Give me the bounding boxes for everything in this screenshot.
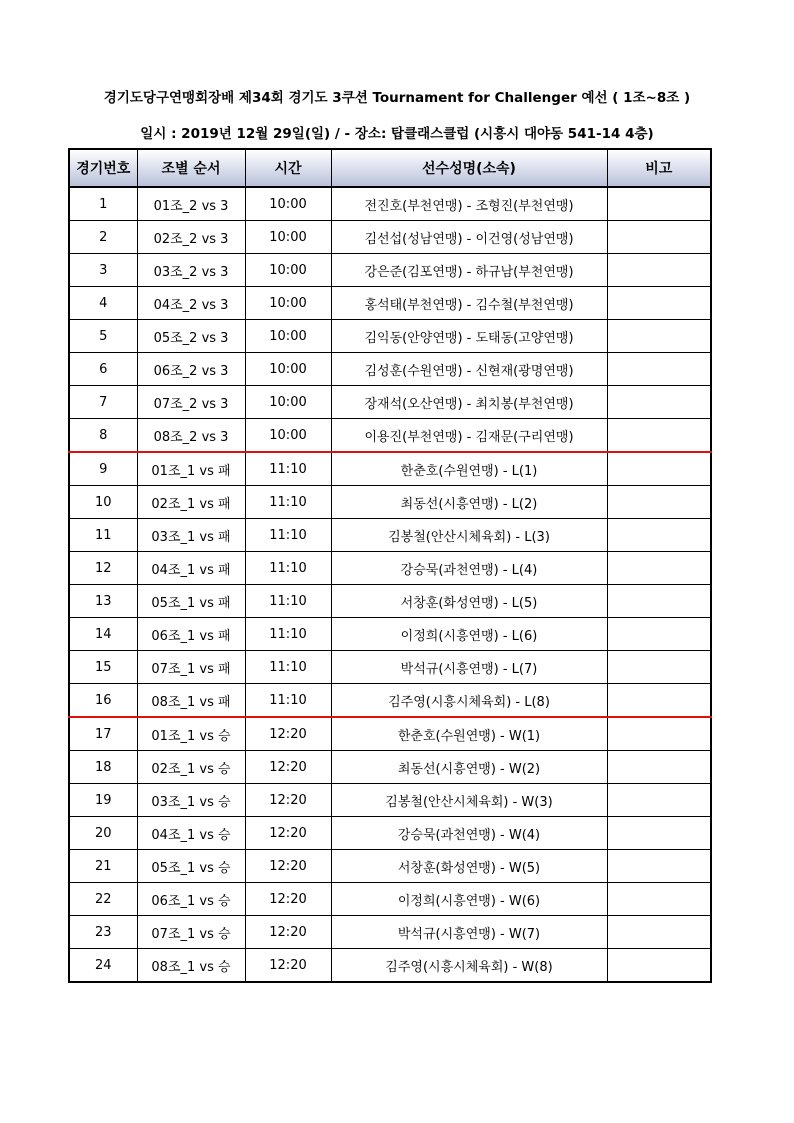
cell-group-order: 02조_1 vs 승 bbox=[137, 751, 245, 784]
cell-time: 12:20 bbox=[245, 850, 331, 883]
cell-time: 10:00 bbox=[245, 353, 331, 386]
cell-time: 11:10 bbox=[245, 452, 331, 486]
cell-match-number: 2 bbox=[69, 221, 137, 254]
table-row bbox=[69, 419, 711, 453]
cell-match-number: 20 bbox=[69, 817, 137, 850]
cell-note bbox=[607, 717, 711, 751]
cell-players: 김주영(시흥시체육회) - L(8) bbox=[331, 684, 607, 718]
table-row bbox=[69, 287, 711, 320]
column-header-players: 선수성명(소속) bbox=[331, 149, 607, 187]
cell-time: 10:00 bbox=[245, 320, 331, 353]
cell-group-order: 05조_2 vs 3 bbox=[137, 320, 245, 353]
cell-time: 12:20 bbox=[245, 949, 331, 983]
table-row bbox=[69, 221, 711, 254]
cell-group-order: 08조_1 vs 패 bbox=[137, 684, 245, 718]
cell-note bbox=[607, 287, 711, 320]
cell-group-order: 05조_1 vs 패 bbox=[137, 585, 245, 618]
cell-players: 박석규(시흥연맹) - L(7) bbox=[331, 651, 607, 684]
cell-note bbox=[607, 419, 711, 453]
cell-time: 10:00 bbox=[245, 187, 331, 221]
cell-note bbox=[607, 486, 711, 519]
cell-time: 10:00 bbox=[245, 221, 331, 254]
table-row bbox=[69, 585, 711, 618]
cell-time: 10:00 bbox=[245, 386, 331, 419]
cell-match-number: 7 bbox=[69, 386, 137, 419]
table-row bbox=[69, 386, 711, 419]
cell-match-number: 4 bbox=[69, 287, 137, 320]
cell-note bbox=[607, 751, 711, 784]
cell-note bbox=[607, 817, 711, 850]
cell-note bbox=[607, 585, 711, 618]
cell-group-order: 01조_2 vs 3 bbox=[137, 187, 245, 221]
cell-time: 11:10 bbox=[245, 552, 331, 585]
cell-match-number: 12 bbox=[69, 552, 137, 585]
cell-players: 김주영(시흥시체육회) - W(8) bbox=[331, 949, 607, 983]
cell-match-number: 10 bbox=[69, 486, 137, 519]
cell-note bbox=[607, 916, 711, 949]
cell-match-number: 23 bbox=[69, 916, 137, 949]
cell-time: 12:20 bbox=[245, 751, 331, 784]
cell-group-order: 04조_1 vs 승 bbox=[137, 817, 245, 850]
table-row bbox=[69, 751, 711, 784]
cell-players: 최동선(시흥연맹) - W(2) bbox=[331, 751, 607, 784]
cell-players: 최동선(시흥연맹) - L(2) bbox=[331, 486, 607, 519]
cell-match-number: 11 bbox=[69, 519, 137, 552]
cell-match-number: 5 bbox=[69, 320, 137, 353]
cell-players: 김봉철(안산시체육회) - L(3) bbox=[331, 519, 607, 552]
table-row bbox=[69, 717, 711, 751]
cell-note bbox=[607, 254, 711, 287]
table-row bbox=[69, 817, 711, 850]
table-row bbox=[69, 883, 711, 916]
column-header-note: 비고 bbox=[607, 149, 711, 187]
cell-match-number: 16 bbox=[69, 684, 137, 718]
cell-players: 김익동(안양연맹) - 도태동(고양연맹) bbox=[331, 320, 607, 353]
cell-match-number: 13 bbox=[69, 585, 137, 618]
cell-note bbox=[607, 221, 711, 254]
cell-group-order: 07조_1 vs 승 bbox=[137, 916, 245, 949]
cell-time: 12:20 bbox=[245, 916, 331, 949]
cell-time: 12:20 bbox=[245, 784, 331, 817]
cell-players: 이정희(시흥연맹) - L(6) bbox=[331, 618, 607, 651]
cell-time: 11:10 bbox=[245, 684, 331, 718]
table-row bbox=[69, 618, 711, 651]
cell-match-number: 24 bbox=[69, 949, 137, 983]
cell-match-number: 3 bbox=[69, 254, 137, 287]
cell-match-number: 22 bbox=[69, 883, 137, 916]
table-row bbox=[69, 519, 711, 552]
cell-group-order: 08조_1 vs 승 bbox=[137, 949, 245, 983]
column-header-group-order: 조별 순서 bbox=[137, 149, 245, 187]
cell-players: 김성훈(수원연맹) - 신현재(광명연맹) bbox=[331, 353, 607, 386]
cell-note bbox=[607, 784, 711, 817]
cell-note bbox=[607, 187, 711, 221]
table-row bbox=[69, 684, 711, 718]
cell-note bbox=[607, 684, 711, 718]
table-row bbox=[69, 353, 711, 386]
cell-group-order: 06조_1 vs 패 bbox=[137, 618, 245, 651]
cell-time: 12:20 bbox=[245, 883, 331, 916]
cell-players: 강은준(김포연맹) - 하규남(부천연맹) bbox=[331, 254, 607, 287]
cell-time: 11:10 bbox=[245, 651, 331, 684]
cell-note bbox=[607, 618, 711, 651]
header-row bbox=[69, 149, 711, 187]
cell-players: 서창훈(화성연맹) - L(5) bbox=[331, 585, 607, 618]
cell-note bbox=[607, 850, 711, 883]
cell-note bbox=[607, 386, 711, 419]
cell-match-number: 9 bbox=[69, 452, 137, 486]
cell-players: 홍석태(부천연맹) - 김수철(부천연맹) bbox=[331, 287, 607, 320]
cell-players: 강승묵(과천연맹) - L(4) bbox=[331, 552, 607, 585]
cell-players: 박석규(시흥연맹) - W(7) bbox=[331, 916, 607, 949]
cell-time: 10:00 bbox=[245, 287, 331, 320]
cell-note bbox=[607, 320, 711, 353]
cell-match-number: 19 bbox=[69, 784, 137, 817]
cell-match-number: 21 bbox=[69, 850, 137, 883]
cell-players: 강승묵(과천연맹) - W(4) bbox=[331, 817, 607, 850]
cell-group-order: 02조_2 vs 3 bbox=[137, 221, 245, 254]
cell-note bbox=[607, 519, 711, 552]
cell-group-order: 05조_1 vs 승 bbox=[137, 850, 245, 883]
document-title: 경기도당구연맹회장배 제34회 경기도 3쿠션 Tournament for Challenger 예선 ( 1조~8조 ) bbox=[103, 90, 691, 106]
cell-players: 서창훈(화성연맹) - W(5) bbox=[331, 850, 607, 883]
table-row bbox=[69, 949, 711, 983]
cell-players: 전진호(부천연맹) - 조형진(부천연맹) bbox=[331, 187, 607, 221]
table-row bbox=[69, 452, 711, 486]
cell-group-order: 04조_2 vs 3 bbox=[137, 287, 245, 320]
cell-group-order: 02조_1 vs 패 bbox=[137, 486, 245, 519]
table-row bbox=[69, 320, 711, 353]
cell-note bbox=[607, 883, 711, 916]
table-row bbox=[69, 254, 711, 287]
table-row bbox=[69, 850, 711, 883]
cell-players: 이용진(부천연맹) - 김재문(구리연맹) bbox=[331, 419, 607, 453]
cell-players: 장재석(오산연맹) - 최치봉(부천연맹) bbox=[331, 386, 607, 419]
table-body bbox=[69, 187, 711, 982]
cell-players: 한춘호(수원연맹) - L(1) bbox=[331, 452, 607, 486]
cell-match-number: 1 bbox=[69, 187, 137, 221]
cell-group-order: 06조_1 vs 승 bbox=[137, 883, 245, 916]
cell-time: 12:20 bbox=[245, 717, 331, 751]
cell-players: 한춘호(수원연맹) - W(1) bbox=[331, 717, 607, 751]
cell-group-order: 03조_1 vs 승 bbox=[137, 784, 245, 817]
cell-note bbox=[607, 651, 711, 684]
cell-time: 11:10 bbox=[245, 585, 331, 618]
cell-match-number: 14 bbox=[69, 618, 137, 651]
table-row bbox=[69, 651, 711, 684]
cell-time: 11:10 bbox=[245, 519, 331, 552]
table-row bbox=[69, 552, 711, 585]
cell-group-order: 07조_2 vs 3 bbox=[137, 386, 245, 419]
table-header bbox=[69, 149, 711, 187]
cell-match-number: 15 bbox=[69, 651, 137, 684]
cell-note bbox=[607, 949, 711, 983]
cell-time: 10:00 bbox=[245, 419, 331, 453]
cell-group-order: 08조_2 vs 3 bbox=[137, 419, 245, 453]
cell-group-order: 03조_1 vs 패 bbox=[137, 519, 245, 552]
cell-players: 이정희(시흥연맹) - W(6) bbox=[331, 883, 607, 916]
table-row bbox=[69, 486, 711, 519]
cell-group-order: 01조_1 vs 승 bbox=[137, 717, 245, 751]
column-header-match-number: 경기번호 bbox=[69, 149, 137, 187]
column-header-time: 시간 bbox=[245, 149, 331, 187]
cell-group-order: 03조_2 vs 3 bbox=[137, 254, 245, 287]
cell-note bbox=[607, 452, 711, 486]
cell-group-order: 01조_1 vs 패 bbox=[137, 452, 245, 486]
cell-match-number: 6 bbox=[69, 353, 137, 386]
cell-match-number: 17 bbox=[69, 717, 137, 751]
cell-time: 10:00 bbox=[245, 254, 331, 287]
cell-note bbox=[607, 353, 711, 386]
cell-match-number: 8 bbox=[69, 419, 137, 453]
cell-match-number: 18 bbox=[69, 751, 137, 784]
cell-time: 11:10 bbox=[245, 618, 331, 651]
table-row bbox=[69, 187, 711, 221]
match-schedule-table bbox=[68, 148, 712, 983]
cell-note bbox=[607, 552, 711, 585]
table-row bbox=[69, 916, 711, 949]
cell-players: 김봉철(안산시체육회) - W(3) bbox=[331, 784, 607, 817]
table-row bbox=[69, 784, 711, 817]
cell-players: 김선섭(성남연맹) - 이건영(성남연맹) bbox=[331, 221, 607, 254]
cell-group-order: 07조_1 vs 패 bbox=[137, 651, 245, 684]
event-info: 일시 : 2019년 12월 29일(일) / - 장소: 탑클래스클럽 (시흥시 대야동 541-14 4층) bbox=[140, 126, 654, 142]
cell-group-order: 06조_2 vs 3 bbox=[137, 353, 245, 386]
cell-time: 12:20 bbox=[245, 817, 331, 850]
cell-group-order: 04조_1 vs 패 bbox=[137, 552, 245, 585]
cell-time: 11:10 bbox=[245, 486, 331, 519]
